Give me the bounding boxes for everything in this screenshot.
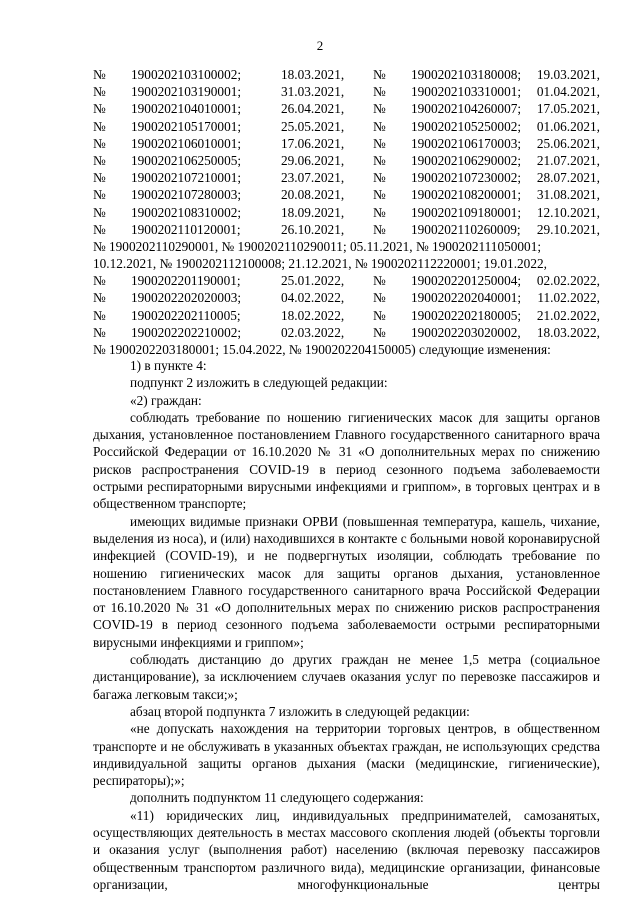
date: 25.05.2021,	[281, 118, 345, 134]
paragraph: подпункт 2 изложить в следующей редакции:	[130, 375, 388, 391]
paragraph: «11) юридических лиц, индивидуальных предпринимателей, самозанятых, осуществляющих деятельность в местах массового скопления людей (объекты торговли и оказания услуг (выполнения работ) населению (включая перевозку пассажиров общественным транспортом различного вида), медицинские организации, финансовые организации, многофункциональные центры	[93, 807, 600, 892]
registration-number: 1900202106170003;	[411, 135, 522, 151]
number-sign: №	[93, 118, 106, 134]
date: 25.01.2022,	[281, 273, 345, 289]
list-row	[93, 169, 600, 186]
date: 17.06.2021,	[281, 135, 345, 151]
number-sign: №	[93, 152, 106, 168]
registration-number: 1900202103310001;	[411, 84, 522, 100]
number-sign: №	[373, 135, 386, 151]
number-sign: №	[373, 152, 386, 168]
registration-number: 1900202105170001;	[131, 118, 242, 134]
paragraph: имеющих видимые признаки ОРВИ (повышенная температура, кашель, чихание, выделения из носа), и (или) находившихся в контакте с больными новой коронавирусной инфекцией (COVID-19), и не подвергнутых изоляции, соблюдать требование по ношению гигиенических масок для защиты органов дыхания, установленное постановлением Главного государственного санитарного врача Российской Федерации от 16.10.2020 № 31 «О дополнительных мерах по снижению рисков распространения COVID-19 в период сезонного подъема заболеваемости острыми респираторными вирусными инфекциями и гриппом»;	[93, 513, 600, 650]
registration-number: 1900202202210002;	[131, 324, 242, 340]
registration-number: 1900202201190001;	[131, 273, 241, 289]
number-sign: №	[373, 84, 386, 100]
number-sign: №	[93, 273, 106, 289]
date: 18.03.2021,	[281, 67, 345, 82]
date: 29.06.2021,	[281, 152, 345, 168]
number-sign: №	[373, 324, 386, 340]
date: 18.02.2022,	[281, 307, 345, 323]
list-row	[93, 186, 600, 203]
number-sign: №	[93, 290, 106, 306]
registration-number: 1900202202040001;	[411, 290, 522, 306]
page-number: 2	[316, 38, 324, 53]
registration-number: 1900202202020003;	[131, 290, 242, 306]
date: 02.03.2022,	[281, 324, 345, 340]
registration-number: 1900202202180005;	[411, 307, 522, 323]
date: 19.03.2021,	[536, 67, 600, 82]
list-row	[93, 289, 600, 306]
paragraph: 1) в пункте 4:	[130, 358, 207, 373]
date: 12.10.2021,	[536, 204, 600, 220]
number-sign: №	[93, 204, 106, 220]
list-row	[93, 66, 600, 83]
date: 18.09.2021,	[281, 204, 345, 220]
list-row	[93, 135, 600, 152]
registration-number: 1900202110260009;	[411, 221, 521, 237]
registration-number: 1900202104260007;	[411, 101, 522, 117]
list-row-wide: № 1900202110290001, № 1900202110290011; 05.11.2021, № 1900202111050001;	[93, 238, 542, 254]
paragraph: «2) граждан:	[130, 392, 202, 408]
registration-number: 1900202108310002;	[131, 204, 242, 220]
registration-number: 1900202105250002;	[411, 118, 522, 134]
list-row	[93, 83, 600, 100]
number-sign: №	[373, 101, 386, 117]
date: 01.06.2021,	[536, 118, 600, 134]
number-sign: №	[93, 84, 106, 100]
registration-number: 1900202106010001;	[131, 135, 242, 151]
number-sign: №	[93, 135, 106, 151]
date: 21.07.2021,	[536, 152, 600, 168]
number-sign: №	[93, 101, 106, 117]
paragraph: абзац второй подпункта 7 изложить в следующей редакции:	[130, 703, 470, 719]
number-sign: №	[93, 221, 106, 237]
date: 26.04.2021,	[281, 101, 345, 117]
registration-number: 1900202107230002;	[411, 170, 522, 186]
list-row	[93, 307, 600, 324]
paragraph: соблюдать требование по ношению гигиенических масок для защиты органов дыхания, установленное постановлением Главного государственного санитарного врача Российской Федерации от 16.10.2020 № 31 «О дополнительных мерах по снижению рисков распространения COVID-19 в период сезонного подъема заболеваемости острыми респираторными вирусными инфекциями и гриппом», в торговых центрах и в общественном транспорте;	[93, 409, 600, 512]
date: 18.03.2022,	[536, 324, 600, 340]
registration-number: 1900202201250004;	[411, 273, 522, 289]
number-sign: №	[93, 324, 106, 340]
registration-number-list	[93, 66, 600, 358]
list-row	[93, 272, 600, 289]
paragraph: соблюдать дистанцию до других граждан не менее 1,5 метра (социальное дистанцирование), за исключением случаев оказания услуг по перевозке пассажиров и багажа легковым такси;»;	[93, 652, 600, 702]
list-row	[93, 100, 600, 117]
number-sign: №	[373, 290, 386, 306]
registration-number: 1900202108200001;	[411, 187, 522, 203]
date: 29.10.2021,	[536, 221, 600, 237]
list-row	[93, 221, 600, 238]
registration-number: 1900202104010001;	[131, 101, 242, 117]
number-sign: №	[373, 273, 386, 289]
number-sign: №	[373, 67, 386, 82]
registration-number: 1900202202110005;	[131, 307, 241, 323]
registration-number: 1900202103180008;	[411, 67, 522, 82]
date: 21.02.2022,	[536, 307, 600, 323]
registration-number: 1900202106250005;	[131, 152, 242, 168]
date: 02.02.2022,	[536, 273, 600, 289]
list-row	[93, 152, 600, 169]
registration-number: 1900202107280003;	[131, 187, 242, 203]
paragraph: «не допускать нахождения на территории торговых центров, в общественном транспорте и не обслуживать в указанных объектах граждан, не использующих средства индивидуальной защиты органов дыхания (маски (медицинские, гигиенические), респираторы);»;	[93, 721, 600, 789]
date: 11.02.2022,	[537, 290, 600, 306]
list-row	[93, 324, 600, 341]
number-sign: №	[373, 307, 386, 323]
list-row	[93, 118, 600, 135]
date: 04.02.2022,	[281, 290, 345, 306]
date: 23.07.2021,	[281, 170, 345, 186]
registration-number: 1900202109180001;	[411, 204, 522, 220]
registration-number: 1900202103100002;	[131, 67, 242, 82]
number-sign: №	[373, 187, 386, 203]
registration-number: 1900202106290002;	[411, 152, 522, 168]
number-sign: №	[373, 118, 386, 134]
date: 17.05.2021,	[536, 101, 600, 117]
date: 31.03.2021,	[281, 84, 345, 100]
registration-number: 1900202107210001;	[131, 170, 242, 186]
number-sign: №	[93, 187, 106, 203]
list-row	[93, 204, 600, 221]
date: 01.04.2021,	[536, 84, 600, 100]
registration-number: 1900202103190001;	[131, 84, 242, 100]
registration-number: 1900202203020002,	[411, 324, 521, 340]
number-sign: №	[373, 170, 386, 186]
list-row-tail: № 1900202203180001; 15.04.2022, № 1900202204150005) следующие изменения:	[93, 342, 551, 357]
number-sign: №	[373, 204, 386, 220]
number-sign: №	[373, 221, 386, 237]
registration-number: 1900202110120001;	[131, 221, 241, 237]
document-body	[93, 357, 600, 893]
date: 31.08.2021,	[536, 187, 600, 203]
number-sign: №	[93, 307, 106, 323]
date: 26.10.2021,	[281, 221, 345, 237]
date: 25.06.2021,	[536, 135, 600, 151]
list-row-wide: 10.12.2021, № 1900202112100008; 21.12.2021, № 1900202112220001; 19.01.2022,	[93, 256, 547, 272]
date: 28.07.2021,	[536, 170, 600, 186]
number-sign: №	[93, 170, 106, 186]
date: 20.08.2021,	[281, 187, 345, 203]
paragraph: дополнить подпунктом 11 следующего содержания:	[130, 790, 424, 806]
number-sign: №	[93, 67, 106, 82]
